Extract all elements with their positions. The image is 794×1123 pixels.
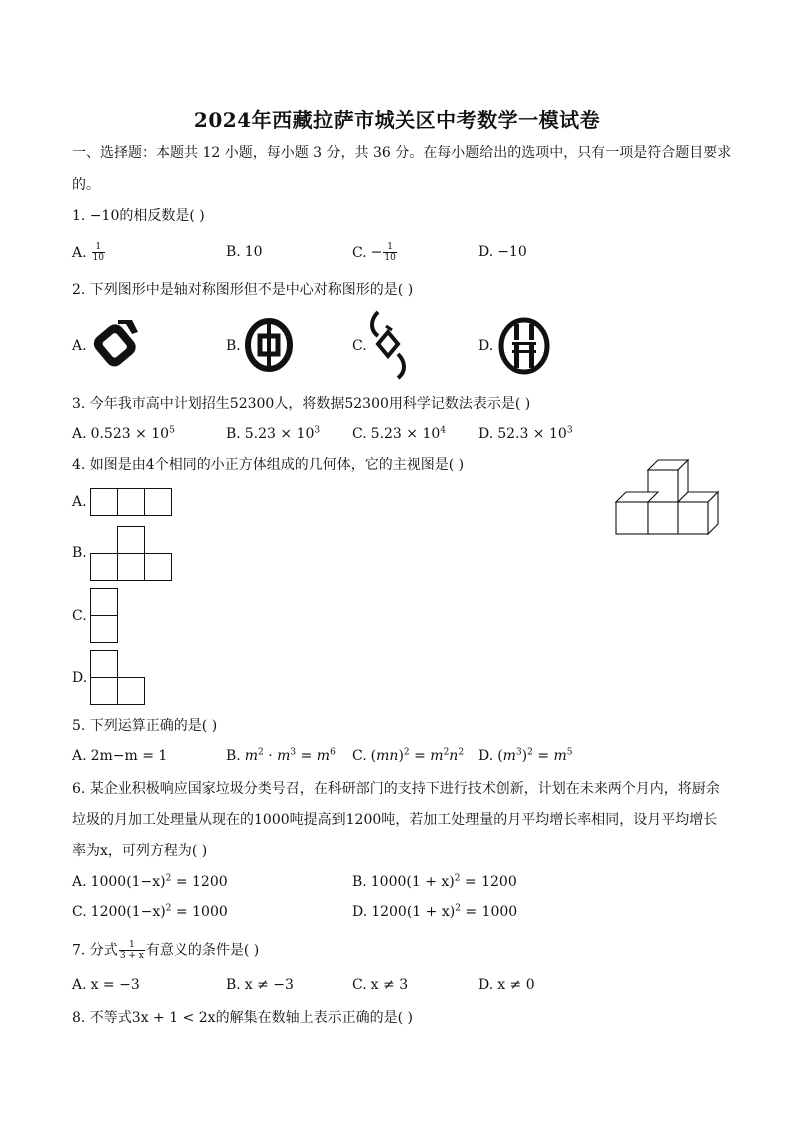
square (90, 650, 118, 678)
question-8-stem: 8. 不等式3x + 1 < 2x的解集在数轴上表示正确的是( ) (72, 1010, 413, 1026)
q2-option-c-label: C. (352, 338, 367, 354)
q6-option-b[interactable]: B. $1000(1 + x)^2 = 1200$ (352, 873, 517, 890)
square (144, 488, 172, 516)
square (117, 553, 145, 581)
q5-option-a[interactable]: A. 2m−m = 1 (72, 748, 168, 764)
q4-option-c-label: C. (72, 608, 87, 624)
q5-option-d[interactable]: D. $(m^3)^2 = m^5$ (478, 747, 573, 764)
question-6-stem-line1: 6. 某企业积极响应国家垃圾分类号召，在科研部门的支持下进行技术创新，计划在未来两个月内，将厨余 (72, 781, 720, 797)
square (117, 526, 145, 554)
square (90, 488, 118, 516)
cube-figure (612, 456, 726, 538)
section-instruction-cont: 的。 (72, 177, 100, 193)
q2-option-b-label: B. (226, 338, 241, 354)
question-7-stem: 7. 分式 $\frac{1}{3 + x}$ 有意义的条件是( ) (72, 940, 260, 961)
q5-option-b[interactable]: B. $m^2 \cdot m^3 = m^6$ (226, 747, 336, 764)
q3-option-c[interactable]: C. $5.23 \times 10^4$ (352, 425, 447, 442)
q1-option-b[interactable]: B. 10 (226, 244, 263, 260)
question-4-stem: 4. 如图是由4个相同的小正方体组成的几何体，它的主视图是( ) (72, 457, 465, 473)
question-3-stem: 3. 今年我市高中计划招生52300人，将数据52300用科学记数法表示是( ) (72, 396, 531, 412)
question-1-stem: 1. −10的相反数是( ) (72, 208, 205, 224)
q4-option-a-figure[interactable] (90, 488, 174, 516)
q4-option-d-figure[interactable] (90, 650, 148, 706)
rotated-square-ring-icon[interactable] (90, 316, 142, 372)
q7-option-c[interactable]: C. x ≠ 3 (352, 977, 409, 993)
s-curve-diamond-icon[interactable] (368, 308, 408, 382)
question-2-stem: 2. 下列图形中是轴对称图形但不是中心对称图形的是( ) (72, 282, 414, 298)
question-6-stem-line3: 率为x，可列方程为( ) (72, 843, 208, 859)
q3-option-a[interactable]: A. $0.523 \times 10^5$ (72, 425, 175, 442)
q4-option-b-label: B. (72, 545, 87, 561)
q1-option-d[interactable]: D. −10 (478, 244, 527, 260)
question-5-stem: 5. 下列运算正确的是( ) (72, 718, 218, 734)
fraction: $\frac{1}{10}$ (92, 242, 105, 263)
q2-option-a-label: A. (72, 338, 87, 354)
q7-option-d[interactable]: D. x ≠ 0 (478, 977, 535, 993)
square (90, 588, 118, 616)
q7-option-a[interactable]: A. x = −3 (72, 977, 140, 993)
square (90, 677, 118, 705)
question-6-stem-line2: 垃圾的月加工处理量从现在的1000吨提高到1200吨，若加工处理量的月平均增长率相同，设月平均增长 (72, 812, 718, 828)
q4-option-a-label: A. (72, 494, 87, 510)
fraction: $\frac{1}{10}$ (384, 242, 396, 263)
bank-logo-icon[interactable] (496, 316, 552, 376)
q7-option-b[interactable]: B. x ≠ −3 (226, 977, 294, 993)
page-title: 2024年西藏拉萨市城关区中考数学一模试卷 (193, 108, 601, 132)
q1-option-a[interactable]: A. $\frac{1}{10}$ (72, 242, 105, 263)
q4-option-c-figure[interactable] (90, 588, 120, 644)
q2-option-d-label: D. (478, 338, 494, 354)
section-instruction: 一、选择题：本题共 12 小题，每小题 3 分，共 36 分。在每小题给出的选项中，只有一项是符合题目要求 (72, 145, 732, 161)
q6-option-d[interactable]: D. $1200(1 + x)^2 = 1000$ (352, 903, 518, 920)
square (117, 488, 145, 516)
q6-option-a[interactable]: A. $1000(1-x)^2 = 1200$ (72, 873, 228, 890)
q3-option-d[interactable]: D. $52.3 \times 10^3$ (478, 425, 573, 442)
q3-option-b[interactable]: B. $5.23 \times 10^3$ (226, 425, 321, 442)
q4-option-b-figure[interactable] (90, 526, 174, 582)
fraction: $\frac{1}{3 + x}$ (119, 940, 144, 961)
q1-option-c[interactable]: C. − $\frac{1}{10}$ (352, 242, 396, 263)
ancient-coin-icon[interactable] (244, 318, 294, 372)
square (144, 553, 172, 581)
q4-option-d-label: D. (72, 670, 88, 686)
square (90, 615, 118, 643)
square (90, 553, 118, 581)
square (117, 677, 145, 705)
q6-option-c[interactable]: C. $1200(1-x)^2 = 1000$ (72, 903, 228, 920)
q5-option-c[interactable]: C. $(mn)^2 = m^2n^2$ (352, 747, 465, 764)
